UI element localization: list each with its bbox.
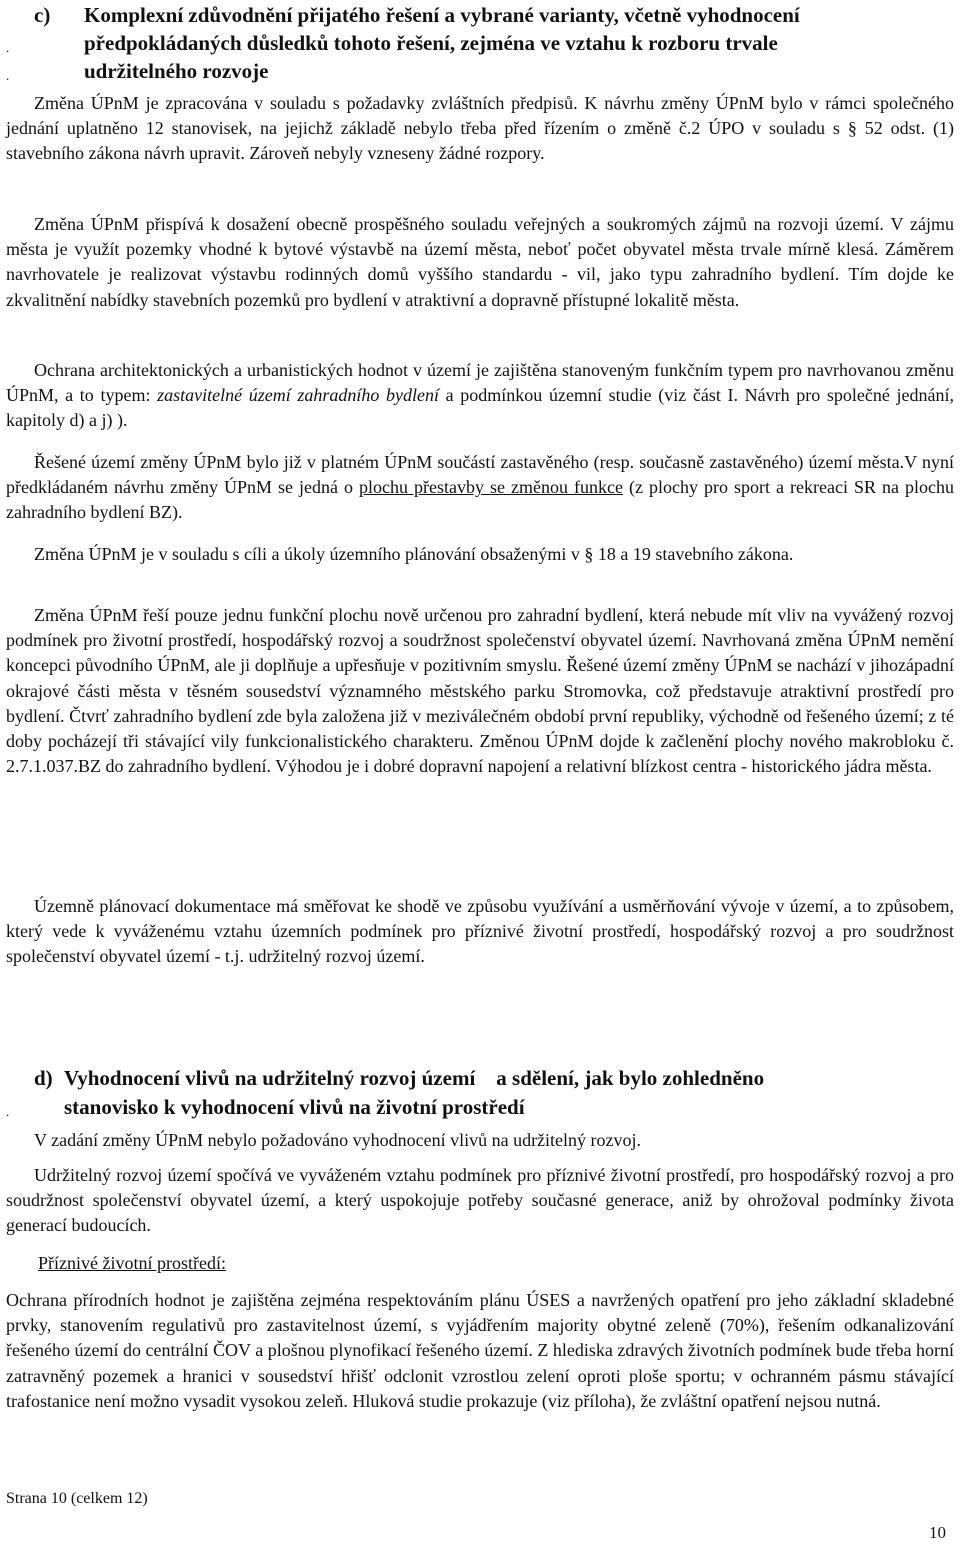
section-c-heading-line-2: předpokládaných důsledků tohoto řešení, zejména ve vztahu k rozboru trvale [84,31,778,55]
italic-term: zastavitelné území zahradního bydlení [157,385,440,406]
section-c-heading-line-1: Komplexní zdůvodnění přijatého řešení a vybrané varianty, včetně vyhodnocení [84,3,800,27]
subheading-text: Příznivé životní prostředí: [38,1253,226,1273]
paragraph-c-3 [6,358,954,434]
section-d-label: d) [34,1066,53,1090]
paragraph-c-3-text-end: a podmínkou územní studie (viz část I. Návrh pro společné jednání, kapitoly d) a j) ). [6,385,955,431]
paragraph-d-2: Udržitelný rozvoj území spočívá ve vyváženém vztahu podmínek pro příznivé životní prostředí, pro hospodářský rozvoj a pro soudržnost společenství obyvatel území, a který uspokojuje potřeby současné generace, aniž by ohrožoval podmínky života generací budoucích. [6,1165,954,1236]
paragraph-c-7: Územně plánovací dokumentace má směřovat ke shodě ve způsobu využívání a usměrňování vývoje v území, a to způsobem, který vede k vyváženému vztahu územních podmínek pro příznivé životní prostředí, hospodářský rozvoj a pro soudržnost společenství obyvatel území - t.j. udržitelný rozvoj území. [6,896,954,967]
paragraph-c-1: Změna ÚPnM je zpracována v souladu s požadavky zvláštních předpisů. K návrhu změny ÚPnM bylo v rámci společného jednání uplatněno 12 stanovisek, na jejichž základě nebylo třeba před řízením o změně č.2 ÚPO v souladu s § 52 odst. (1) stavebního zákona návrh upravit. Zároveň nebyly vzneseny žádné rozpory. [6,93,954,164]
subheading-environment [6,1251,954,1276]
page-number: 10 [929,1523,946,1542]
paragraph-c-4 [6,450,954,526]
heading-dot: . [6,40,10,55]
paragraph-d-1: V zadání změny ÚPnM nebylo požadováno vyhodnocení vlivů na udržitelný rozvoj. [34,1130,642,1150]
paragraph-c-4-text: Řešené území změny ÚPnM bylo již v platném ÚPnM součástí zastavěného (resp. současně zastavěného) území města.V nyní předkládaném návrhu změny ÚPnM se jedná o [6,452,954,498]
page-footer: Strana 10 (celkem 12) [6,1490,148,1507]
paragraph-d-3: Ochrana přírodních hodnot je zajištěna zejména respektováním plánu ÚSES a navržených opatření pro jeho základní skladebné prvky, stanovením regulativů pro zastavitelnost území, s vyjádřením majority obytné zeleně (70%), řešením odkanalizování řešeného území do centrální ČOV a plošnou plynofikací řešeného území. Z hlediska zdravých životních podmínek bude třeba horní zatravněný pozemek a hranici v sousedství hřišť odclonit vzrostlou zelení oproti ploše sportu; v ochranném pásmu stávající trafostanice není možno vysadit vysokou zeleň. Hluková studie prokazuje (viz příloha), že zvláštní opatření nejsou nutná. [6,1290,954,1411]
section-c-label: c) [34,3,51,27]
section-d-heading-line-1: Vyhodnocení vlivů na udržitelný rozvoj území a sdělení, jak bylo zohledněno [64,1066,765,1090]
paragraph-c-4-text-end: (z plochy pro sport a rekreaci SR na plochu zahradního bydlení BZ). [6,477,954,523]
paragraph-c-3-text: Ochrana architektonických a urbanistických hodnot v území je zajištěna stanoveným funkčním typem pro navrhovanou změnu ÚPnM, a to typem: [6,360,954,406]
heading-dot: . [6,1104,10,1119]
paragraph-c-6: Změna ÚPnM řeší pouze jednu funkční plochu nově určenou pro zahradní bydlení, která nebude mít vliv na vyvážený rozvoj podmínek pro životní prostředí, hospodářský rozvoj a soudržnost společenství obyvatel území. Navrhovaná změna ÚPnM nemění koncepci původního ÚPnM, ale ji doplňuje a upřesňuje v pozitivním smyslu. Řešené území změny ÚPnM se nachází v jihozápadní okrajové části města v těsném sousedství významného městského parku Stromovka, což představuje atraktivní prostředí pro bydlení. Čtvrť zahradního bydlení zde byla založena již v meziválečném období první republiky, východně od řešeného území; z té doby pocházejí tři stávající vily funkcionalistického charakteru. Změnou ÚPnM dojde k začlenění plochy nového makrobloku č. 2.7.1.037.BZ do zahradního bydlení. Výhodou je i dobré dopravní napojení a relativní blízkost centra - historického jádra města. [6,605,954,777]
underlined-term: plochu přestavby se změnou funkce [359,477,623,498]
section-c-heading-line-3: udržitelného rozvoje [84,59,269,83]
paragraph-c-5: Změna ÚPnM je v souladu s cíli a úkoly územního plánování obsaženými v § 18 a 19 stavebního zákona. [34,544,794,564]
section-d-heading-line-2: stanovisko k vyhodnocení vlivů na životní prostředí [64,1095,525,1119]
heading-dot: . [6,68,10,83]
paragraph-c-2: Změna ÚPnM přispívá k dosažení obecně prospěšného souladu veřejných a soukromých zájmů na rozvoji území. V zájmu města je využít pozemky vhodné k bytové výstavbě na území města, neboť počet obyvatel města trvale mírně klesá. Záměrem navrhovatele je realizovat výstavbu rodinných domů vyššího standardu - vil, jako typu zahradního bydlení. Tím dojde ke zkvalitnění nabídky stavebních pozemků pro bydlení v atraktivní a dopravně přístupné lokalitě města. [6,214,954,310]
